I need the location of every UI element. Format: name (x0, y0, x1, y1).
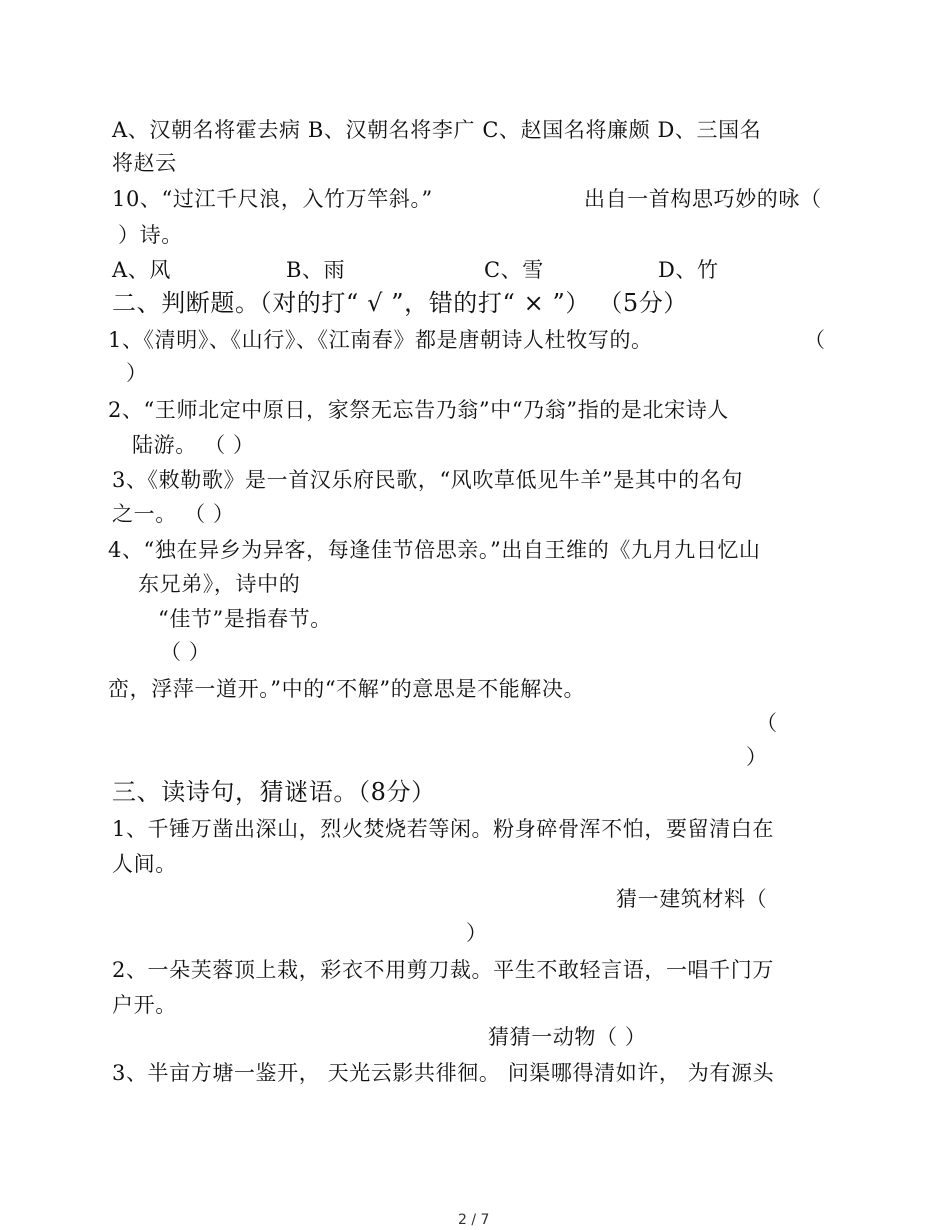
riddle1-guess: 猜一建筑材料（ (616, 887, 768, 911)
judge-q4-line2: 东兄弟》，诗中的 (138, 572, 301, 596)
riddle2-line1: 2、一朵芙蓉顶上栽，彩衣不用剪刀裁。平生不敢轻言语，一唱千门万 (112, 958, 774, 982)
riddle1-line1: 1、千锤万凿出深山，烈火焚烧若等闲。粉身碎骨浑不怕，要留清白在 (112, 817, 774, 841)
judge-q5-paren-close: ） (746, 745, 768, 769)
q9-options-line1: A、汉朝名将霍去病 B、汉朝名将李广 C、赵国名将廉颇 D、三国名 (112, 118, 762, 142)
judge-q1-paren-close: ） (126, 361, 148, 385)
riddle1-line2: 人间。 (112, 852, 177, 876)
judge-q2-line1: 2、“王师北定中原日，家祭无忘告乃翁”中“乃翁”指的是北宋诗人 (108, 398, 729, 422)
q10-option-b: B、雨 (286, 258, 346, 282)
q10-text-part2: 出自一首构思巧妙的咏（ (584, 187, 822, 211)
judge-q2-line2: 陆游。 （ ） (132, 433, 255, 457)
judge-q1-text: 1、《清明》、《山行》、《江南春》都是唐朝诗人杜牧写的。 (108, 328, 653, 352)
judge-q3-line2: 之一。 （ ） (112, 502, 235, 526)
judge-q4-line1: 4、“独在异乡为异客，每逢佳节倍思亲。”出自王维的《九月九日忆山 (108, 538, 761, 562)
q10-option-a: A、风 (112, 258, 171, 282)
judge-q4-line3: “佳节”是指春节。 (158, 607, 332, 631)
q9-options-line2: 将赵云 (112, 151, 177, 175)
judge-q1-paren-open: （ (804, 328, 826, 352)
judge-q4-paren: （ ） (160, 640, 211, 664)
riddle2-guess: 猜猜一动物（ ） (488, 1025, 647, 1049)
riddle1-paren-close: ） (466, 921, 488, 945)
section2-title: 二、判断题。（对的打“ √ ”，错的打“ × ”） （5分） (112, 289, 688, 317)
judge-q5-text: 峦，浮萍一道开。”中的“不解”的意思是不能解决。 (108, 677, 586, 701)
riddle2-line2: 户开。 (112, 993, 177, 1017)
riddle3-line1: 3、半亩方塘一鉴开， 天光云影共徘徊。 问渠哪得清如许， 为有源头 (112, 1061, 775, 1085)
judge-q3-line1: 3、《敕勒歌》是一首汉乐府民歌，“风吹草低见牛羊”是其中的名句 (112, 468, 743, 492)
q10-option-d: D、竹 (658, 258, 719, 282)
q10-text-line2: ）诗。 (118, 223, 183, 247)
q10-text-part1: 10、“过江千尺浪，入竹万竿斜。” (112, 187, 433, 211)
judge-q5-paren-open: （ (756, 711, 778, 735)
q10-option-c: C、雪 (484, 258, 544, 282)
page-number: 2 / 7 (458, 1212, 490, 1228)
section3-title: 三、读诗句，猜谜语。（8分） (112, 778, 436, 806)
